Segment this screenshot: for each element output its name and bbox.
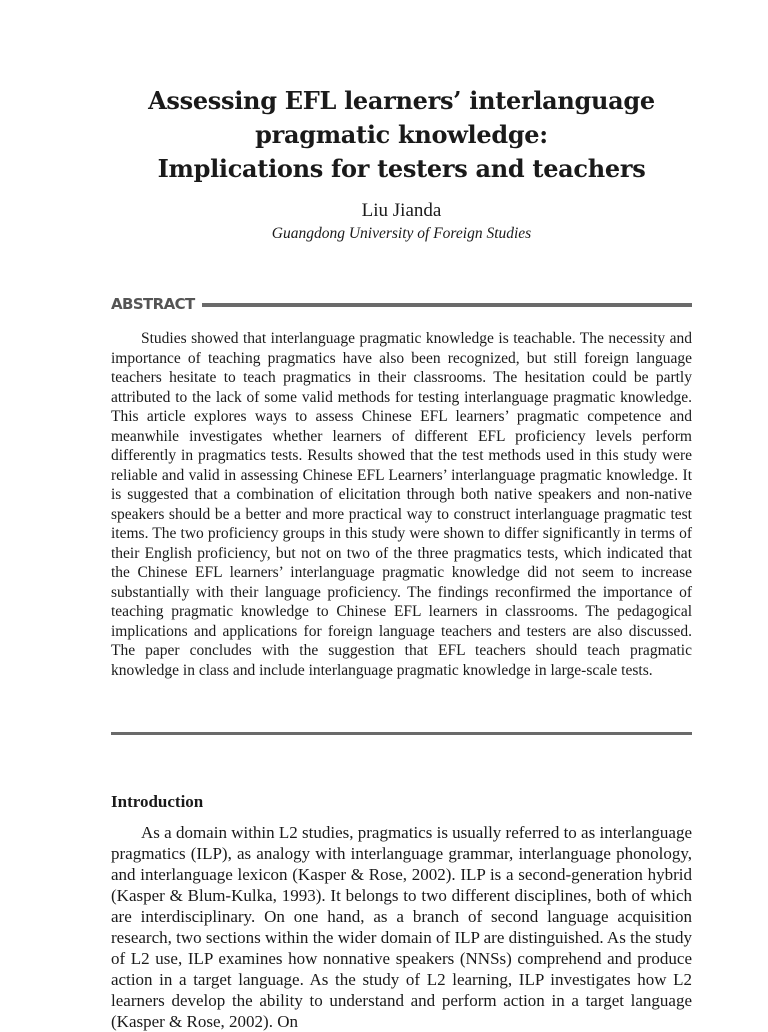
introduction-paragraph: As a domain within L2 studies, pragmatics is usually referred to as interlanguage pragmatics (ILP), as analogy with interlanguage grammar, interlanguage phonology, and interlanguage lexicon (Kasper & Rose, 2002). ILP is a second-generation hybrid (Kasper & Blum-Kulka, 1993). It belongs to two different disciplines, both of which are interdisciplinary. On one hand, as a branch of second language acquisition research, two sections within the wider domain of ILP are distinguished. As the study of L2 use, ILP examines how nonnative speakers (NNSs) comprehend and produce action in a target language. As the study of L2 learning, ILP investigates how L2 learners develop the ability to understand and perform action in a target language (Kasper & Rose, 2002). On bbox=[111, 823, 692, 1031]
author-affiliation: Guangdong University of Foreign Studies bbox=[271, 225, 532, 242]
abstract-header-rule bbox=[202, 303, 692, 307]
abstract-label: ABSTRACT bbox=[111, 295, 195, 313]
article-title bbox=[111, 84, 692, 186]
title-line-3: Implications for testers and teachers bbox=[157, 154, 646, 183]
abstract-bottom-rule bbox=[111, 732, 692, 735]
section-heading-introduction: Introduction bbox=[111, 792, 204, 811]
abstract-header bbox=[111, 294, 692, 316]
abstract-text: Studies showed that interlanguage pragmatic knowledge is teachable. The necessity and importance of teaching pragmatics have also been recognized, but still foreign language teachers hesitate to teach pragmatics in their classrooms. The hesitation could be partly attributed to the lack of some valid methods for testing interlanguage pragmatic knowledge. This article explores ways to assess Chinese EFL learners’ pragmatic competence and meanwhile investigates whether learners of different EFL proficiency levels perform differently in pragmatics tests. Results showed that the test methods used in this study were reliable and valid in assessing Chinese EFL Learners’ interlanguage pragmatic knowledge. It is suggested that a combination of elicitation through both native speakers and non-native speakers should be a better and more practical way to construct interlanguage pragmatic test items. The two proficiency groups in this study were shown to differ significantly in terms of their English proficiency, but not on two of the three pragmatics tests, which indicated that the Chinese EFL learners’ interlanguage pragmatic knowledge did not seem to increase substantially with their language proficiency. The findings reconfirmed the importance of teaching pragmatic knowledge to Chinese EFL learners in classrooms. The pedagogical implications and applications for foreign language teachers and testers are also discussed. The paper concludes with the suggestion that EFL teachers should teach pragmatic knowledge in class and include interlanguage pragmatic knowledge in large-scale tests. bbox=[111, 330, 692, 679]
title-line-1: Assessing EFL learners’ interlanguage bbox=[148, 86, 655, 115]
title-line-2: pragmatic knowledge: bbox=[255, 120, 548, 149]
author-name: Liu Jianda bbox=[361, 200, 442, 221]
